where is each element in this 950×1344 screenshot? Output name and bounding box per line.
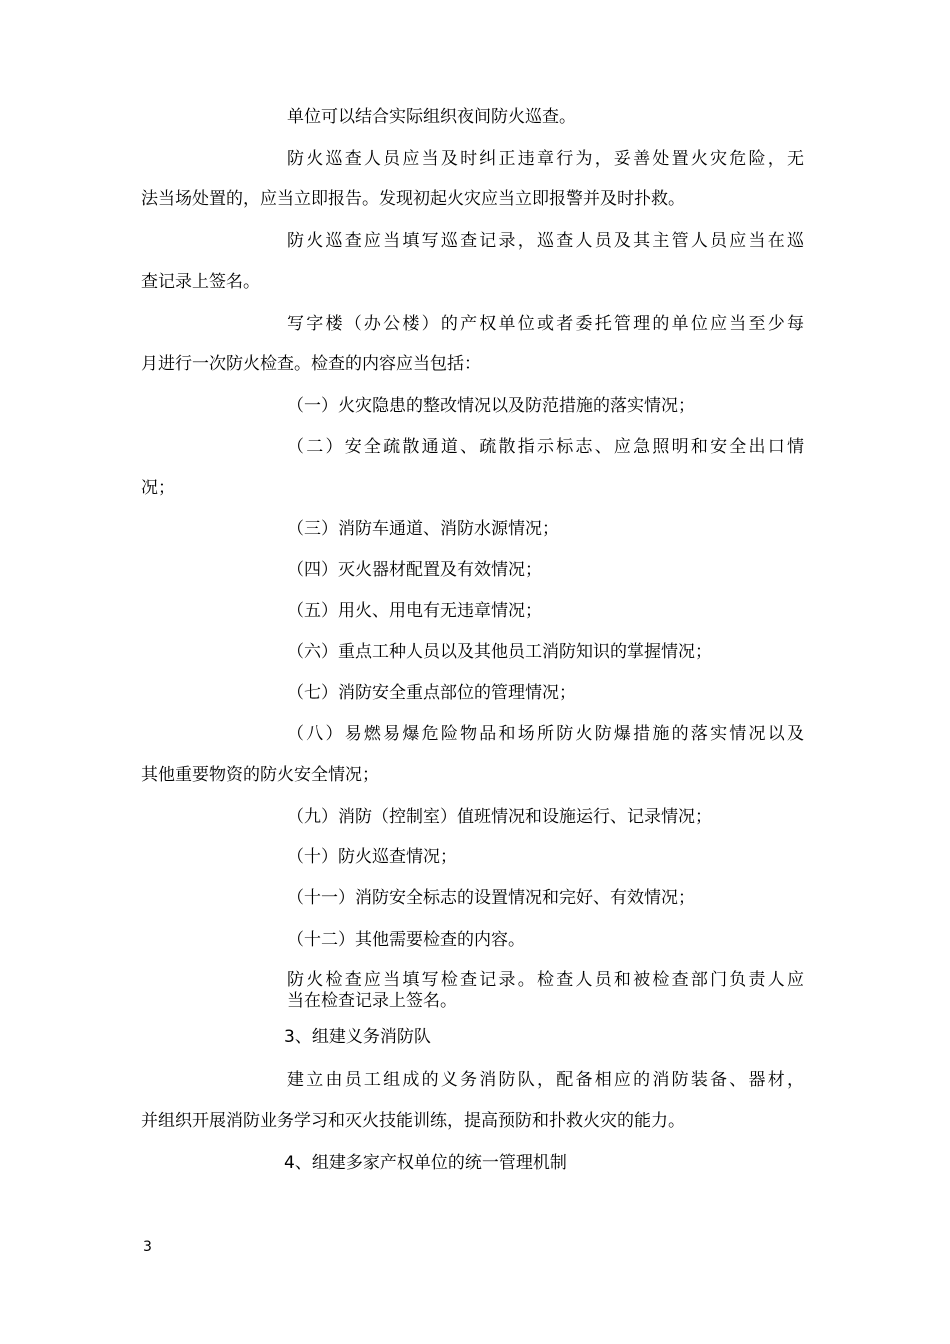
list-item: （四）灭火器材配置及有效情况； (287, 560, 542, 580)
list-item: （二）安全疏散通道、疏散指示标志、应急照明和安全出口情 (287, 437, 804, 457)
text-line: 法当场处置的，应当立即报告。发现初起火灾应当立即报警并及时扑救。 (141, 189, 685, 209)
text-line: 防火巡查应当填写巡查记录，巡查人员及其主管人员应当在巡 (287, 231, 804, 251)
text-line: 建立由员工组成的义务消防队，配备相应的消防装备、器材， (287, 1070, 804, 1090)
list-item: （七）消防安全重点部位的管理情况； (287, 683, 576, 703)
list-item: （十二）其他需要检查的内容。 (287, 930, 525, 950)
list-item: （十）防火巡查情况； (287, 847, 457, 867)
page-number: 3 (143, 1239, 152, 1255)
list-item: （八）易燃易爆危险物品和场所防火防爆措施的落实情况以及 (287, 724, 804, 744)
text-line: 写字楼（办公楼）的产权单位或者委托管理的单位应当至少每 (287, 314, 804, 334)
text-line: 月进行一次防火检查。检查的内容应当包括： (141, 354, 481, 374)
section-heading: 3、组建义务消防队 (284, 1027, 431, 1047)
text-line: 防火检查应当填写检查记录。检查人员和被检查部门负责人应 (287, 970, 804, 990)
list-item: （五）用火、用电有无违章情况； (287, 601, 542, 621)
text-line: 况； (141, 478, 175, 498)
list-item: （九）消防（控制室）值班情况和设施运行、记录情况； (287, 807, 712, 827)
list-item: （六）重点工种人员以及其他员工消防知识的掌握情况； (287, 642, 712, 662)
text-line: 当在检查记录上签名。 (287, 991, 457, 1011)
list-item: （三）消防车通道、消防水源情况； (287, 519, 559, 539)
section-heading: 4、组建多家产权单位的统一管理机制 (284, 1153, 567, 1173)
list-item: （十一）消防安全标志的设置情况和完好、有效情况； (287, 888, 695, 908)
text-line: 其他重要物资的防火安全情况； (141, 765, 379, 785)
text-line: 单位可以结合实际组织夜间防火巡查。 (287, 107, 576, 127)
text-line: 防火巡查人员应当及时纠正违章行为，妥善处置火灾危险，无 (287, 149, 804, 169)
text-line: 并组织开展消防业务学习和灭火技能训练，提高预防和扑救火灾的能力。 (141, 1111, 685, 1131)
list-item: （一）火灾隐患的整改情况以及防范措施的落实情况； (287, 396, 695, 416)
text-line: 查记录上签名。 (141, 272, 260, 292)
